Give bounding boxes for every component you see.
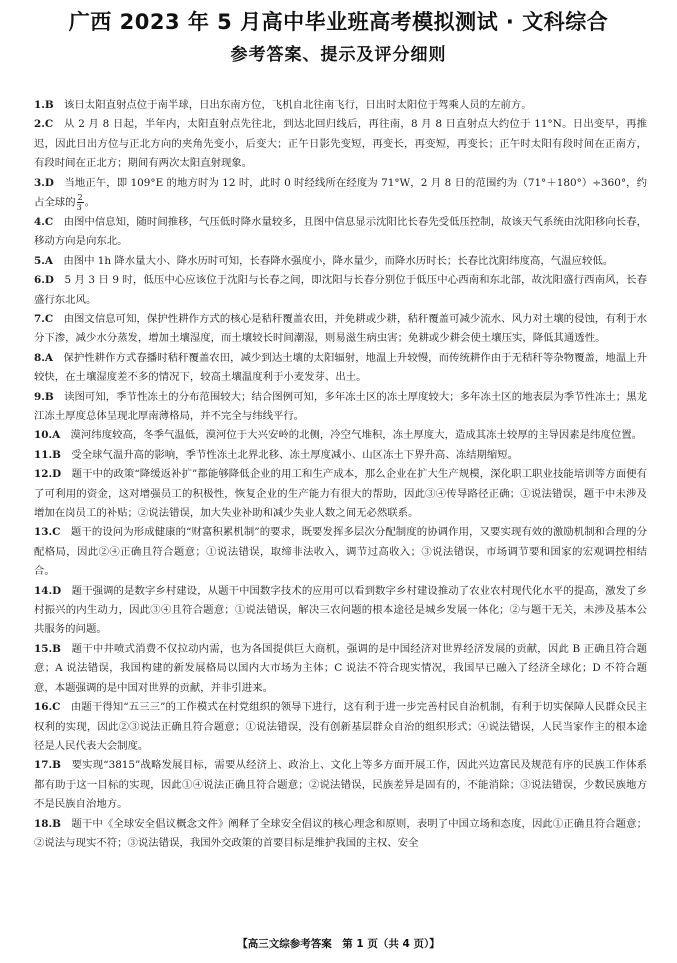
answer-number: 3.D	[34, 176, 54, 189]
answer-number: 12.D	[34, 468, 62, 481]
answer-number: 2.C	[34, 118, 54, 131]
answer-item-12	[34, 465, 647, 523]
answer-item-4	[34, 213, 647, 252]
fraction-numerator: 2	[77, 193, 83, 203]
answer-number: 10.A	[34, 429, 61, 442]
answer-number: 15.B	[34, 642, 61, 655]
answer-item-1	[34, 96, 647, 115]
answer-explanation: 漠河纬度较高，冬季气温低，漠河位于大兴安岭的北侧，冷空气堆积，冻土厚度大，造成其冻土较厚的主导因素是纬度位置。	[70, 429, 643, 442]
answer-item-15	[34, 640, 647, 698]
answer-explanation: 当地正午，即 109°E 的地方时为 12 时，此时 0 时经线所在经度为 71°W，2 月 8 日的范围约为（71°＋180°）÷360°，约占全球的	[34, 176, 648, 209]
answer-explanation: 题干强调的是数字乡村建设，从题干中国数字技术的应用可以看到数字乡村建设推动了农业农村现代化水平的提高，激发了乡村振兴的内生动力，因此③④且符合题意；①说法错误，解决三农问题的根本途径是城乡发展一体化；②与题干无关，未涉及基本公共服务的问题。	[34, 584, 648, 636]
answer-explanation: 受全球气温升高的影响，季节性冻土北界北移、冻土厚度减小、山区冻土下界升高、冻结期缩短。	[71, 448, 519, 461]
answer-item-3	[34, 174, 647, 213]
answer-item-14	[34, 582, 647, 640]
answer-number: 13.C	[34, 526, 61, 539]
answer-item-6	[34, 271, 647, 310]
answer-explanation: 题干中井喷式消费不仅拉动内需，也为各国提供巨大商机，强调的是中国经济对世界经济发展的贡献，因此 B 正确且符合题意；A 说法错误，我国构建的新发展格局以国内大市场为主体；C 说法不符合现实情况，我国早已融入了经济全球化；D 不符合题意，本题强调的是中国对世界的贡献，并非引进来。	[34, 642, 647, 694]
answer-number: 7.C	[34, 312, 54, 325]
answer-explanation: 由图中 1h 降水量大小、降水历时可知，长春降水强度小，降水量少，而降水历时长；长春比沈阳纬度高，气温应较低。	[63, 254, 614, 267]
answer-number: 11.B	[34, 448, 61, 461]
answer-item-18	[34, 815, 647, 854]
answer-item-9	[34, 388, 647, 427]
answer-explanation: 从 2 月 8 日起，半年内，太阳直射点先往北，到达北回归线后，再往南，8 月 8 日直射点大约位于 11°N。日出变早，再推迟，因此日出方位与正北方向的夹角先变小，后变大；正午日影先变短，再变长，再变短，再变长；正午时太阳有段时间在正南方，有段时间在正北方；期间有两次太阳直射现象。	[34, 118, 648, 170]
answer-number: 18.B	[34, 817, 61, 830]
fraction-denominator: 3	[76, 203, 82, 213]
answer-number: 5.A	[34, 254, 53, 267]
answer-number: 1.B	[34, 99, 54, 111]
page-footer: 【高三文综参考答案 第 1 页（共 4 页）】	[237, 938, 440, 950]
fraction	[77, 193, 84, 212]
answer-item-2	[34, 115, 647, 173]
answer-number: 6.D	[34, 274, 54, 287]
answer-explanation: 5 月 3 日 9 时，低压中心应该位于沈阳与长春之间，即沈阳与长春分别位于低压中心西南和东北部，故沈阳盛行西南风，长春盛行东北风。	[34, 274, 648, 306]
page-title: 广西 2023 年 5 月高中毕业班高考模拟测试 · 文科综合	[68, 10, 609, 34]
answer-explanation-end: 。	[84, 196, 96, 209]
answer-explanation: 读图可知，季节性冻土的分布范围较大；结合图例可知，多年冻土区的冻土厚度较大；多年冻土区的地表层为季节性冻土；黑龙江冻土厚度总体呈现北厚南薄格局，并不完全与纬线平行。	[34, 390, 648, 422]
answer-number: 9.B	[34, 390, 54, 403]
answer-explanation: 由题干得知“五三三”的工作模式在村党组织的领导下进行，这有利于进一步完善村民自治机制，有利于切实保障人民群众民主权利的实现，因此②③说法正确且符合题意；①说法错误，没有创新基层群众自治的组织形式；④说法错误，人民当家作主的根本途径是人民代表大会制度。	[34, 701, 648, 752]
answer-explanation: 要实现“3815”战略发展目标，需要从经济上、政治上、文化上等多方面开展工作，因此兴边富民及规范有序的民族工作体系都有助于这一目标的实现，因此①④说法正确且符合题意；②说法错误，民族差异是固有的，不能消除；③说法错误，少数民族地方不是民族自治地方。	[34, 759, 648, 811]
answer-explanation: 题干中的政策“降缓返补扩”都能够降低企业的用工和生产成本，那么企业在扩大生产规模，深化职工职业技能培训等方面便有了可利用的资金，这对增强员工的积极性，恢复企业的生产能力有很大的帮助，因此③④传导路径正确；①说法错误，题干中未涉及增加在岗员工的补贴；②说法错误，加大失业补助和减少失业人数之间无必然联系。	[34, 468, 648, 520]
answer-explanation: 由图中信息知，随时间推移，气压低时降水量较多，且图中信息显示沈阳比长春先受低压控制，故该天气系统由沈阳移向长春，移动方向是向东北。	[34, 215, 648, 248]
answer-item-5	[34, 252, 647, 271]
answer-explanation: 该日太阳直射点位于南半球，日出东南方位，飞机自北往南飞行，日出时太阳位于驾乘人员的左前方。	[64, 99, 532, 111]
answer-item-7	[34, 310, 647, 349]
answer-item-13	[34, 523, 647, 581]
answer-explanation: 题干中《全球安全倡议概念文件》阐释了全球安全倡议的核心理念和原则，表明了中国立场和态度，因此①正确且符合题意；②说法与现实不符；③说法错误，我国外交政策的首要目标是维护我国的主权、安全	[34, 817, 647, 849]
answer-item-8	[34, 349, 647, 388]
answer-explanation: 保护性耕作方式春播时秸秆覆盖农田，减少到达土壤的太阳辐射，地温上升较慢，而传统耕作由于无秸秆等杂物覆盖，地温上升较快，在土壤湿度差不多的情况下，较高土壤温度利于小麦发芽、出土。	[34, 351, 648, 384]
answer-list	[34, 96, 647, 853]
answer-item-16	[34, 698, 647, 756]
answer-explanation: 题干的设问为形成健康的“财富积累机制”的要求，既要发挥多层次分配制度的协调作用，又要实现有效的激励机制和合理的分配格局，因此②④正确且符合题意；①说法错误，取缔非法收入，调节过高收入；③说法错误，市场调节要和国家的宏观调控相结合。	[34, 526, 648, 578]
answer-item-17	[34, 756, 647, 814]
answer-number: 17.B	[34, 759, 61, 772]
answer-item-11	[34, 446, 647, 465]
answer-number: 14.D	[34, 584, 62, 597]
answer-number: 4.C	[34, 215, 54, 228]
answer-number: 16.C	[34, 701, 61, 714]
page-subtitle: 参考答案、提示及评分细则	[230, 45, 447, 65]
answer-explanation: 由图文信息可知，保护性耕作方式的核心是秸秆覆盖农田，并免耕或少耕，秸秆覆盖可减少流水、风力对土壤的侵蚀，有利于水分下渗，减少水分蒸发，增加土壤湿度，而土壤较长时间潮湿，则易滋生病虫害；免耕或少耕会使土壤压实，降低其通透性。	[34, 312, 648, 345]
answer-item-10	[34, 426, 647, 445]
answer-number: 8.A	[34, 351, 53, 364]
